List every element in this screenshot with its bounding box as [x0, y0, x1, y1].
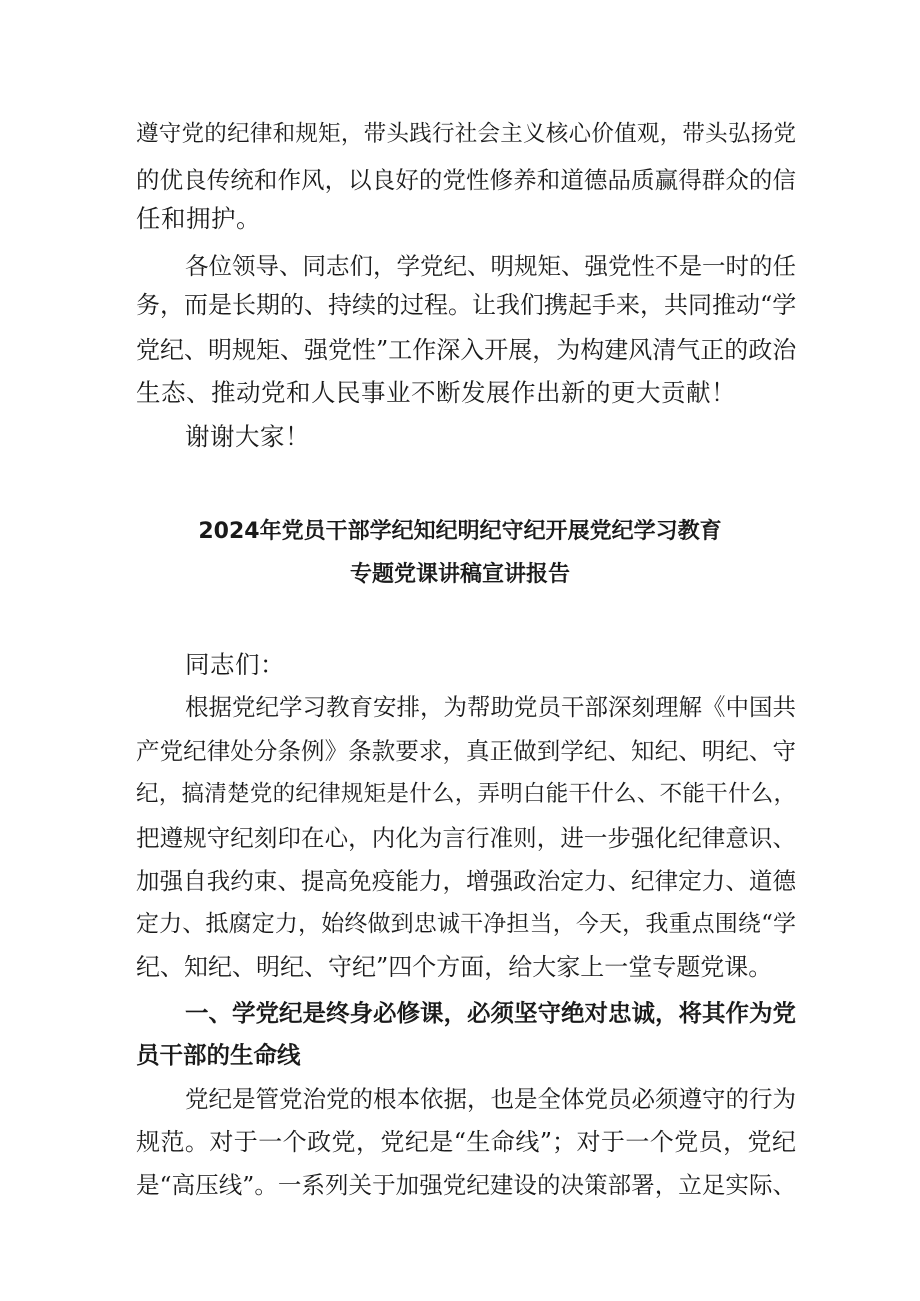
section-heading: 一、学党纪是终身必修课，必须坚守绝对忠诚，将其作为党	[185, 999, 796, 1027]
paragraph-line: 党纪是管党治党的根本依据，也是全体党员必须遵守的行为	[185, 1085, 796, 1113]
paragraph-line: 遵守党的纪律和规矩，带头践行社会主义核心价值观，带头弘扬党	[136, 121, 796, 147]
paragraph-line: 各位领导、同志们，学党纪、明规矩、强党性不是一时的任	[185, 252, 796, 280]
paragraph-line: 纪，搞清楚党的纪律规矩是什么，弄明白能干什么、不能干什么，	[136, 781, 796, 807]
section-heading: 员干部的生命线	[136, 1041, 301, 1069]
paragraph-line: 纪、知纪、明纪、守纪”四个方面，给大家上一堂专题党课。	[136, 953, 773, 981]
page-title: 2024年党员干部学纪知纪明纪守纪开展党纪学习教育	[198, 519, 722, 544]
paragraph-line: 的优良传统和作风，以良好的党性修养和道德品质赢得群众的信	[136, 166, 796, 194]
paragraph-line: 把遵规守纪刻印在心，内化为言行准则，进一步强化纪律意识、	[136, 824, 796, 852]
paragraph-line: 根据党纪学习教育安排，为帮助党员干部深刻理解《中国共	[185, 693, 796, 721]
page-subtitle: 专题党课讲稿宣讲报告	[349, 562, 570, 587]
paragraph-line: 规范。对于一个政党，党纪是“生命线”；对于一个党员，党纪	[136, 1128, 796, 1156]
paragraph-line: 务，而是长期的、持续的过程。让我们携起手来，共同推动“学	[136, 291, 797, 319]
paragraph-line: 产党纪律处分条例》条款要求，真正做到学纪、知纪、明纪、守	[136, 737, 796, 765]
paragraph-line: 定力、抵腐定力，始终做到忠诚干净担当，今天，我重点围绕“学	[136, 911, 796, 937]
paragraph-line: 生态、推动党和人民事业不断发展作出新的更大贡献！	[136, 378, 736, 407]
paragraph-line: 任和拥护。	[136, 204, 261, 233]
paragraph-line: 加强自我约束、提高免疫能力，增强政治定力、纪律定力、道德	[136, 867, 796, 895]
paragraph-line: 是“高压线”。一系列关于加强党纪建设的决策部署，立足实际、	[136, 1171, 796, 1199]
paragraph-line: 党纪、明规矩、强党性”工作深入开展，为构建风清气正的政治	[136, 336, 797, 364]
closing-thanks: 谢谢大家！	[185, 422, 310, 451]
salutation: 同志们：	[185, 650, 285, 679]
